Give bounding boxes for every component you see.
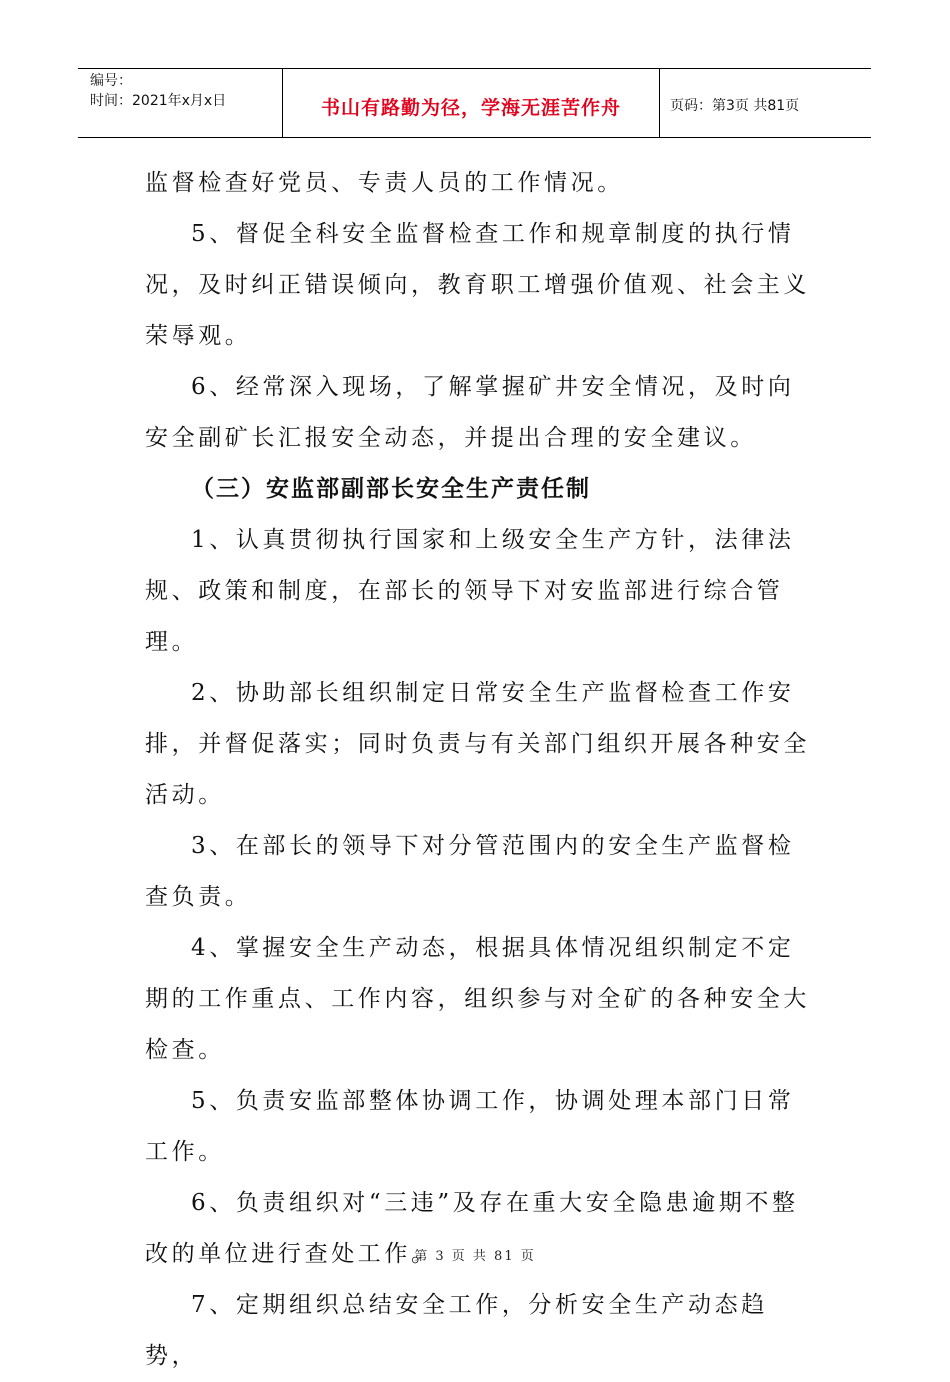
section-heading: （三）安监部副部长安全生产责任制 — [191, 476, 591, 502]
paragraph: 5、督促全科安全监督检查工作和规章制度的执行情况，及时纠正错误倾向，教育职工增强价值观、社会主义荣辱观。 — [145, 221, 810, 349]
paragraph: 监督检查好党员、专责人员的工作情况。 — [145, 170, 624, 196]
page-header — [78, 68, 871, 138]
paragraph: 5、负责安监部整体协调工作，协调处理本部门日常工作。 — [145, 1088, 795, 1165]
header-meta — [78, 69, 283, 137]
time-label: 时间：2021年x月x日 — [90, 93, 227, 109]
header-motto-cell — [283, 69, 660, 137]
page-footer: 第 3 页 共 81 页 — [414, 1249, 536, 1264]
paragraph: 6、负责组织对“三违”及存在重大安全隐患逾期不整改的单位进行查处工作。 — [145, 1190, 799, 1267]
header-page-code — [660, 69, 871, 137]
paragraph: 2、协助部长组织制定日常安全生产监督检查工作安排，并督促落实；同时负责与有关部门组织开展各种安全活动。 — [145, 680, 810, 808]
paragraph: 4、掌握安全生产动态，根据具体情况组织制定不定期的工作重点、工作内容，组织参与对全矿的各种安全大检查。 — [145, 935, 810, 1063]
paragraph: 1、认真贯彻执行国家和上级安全生产方针，法律法规、政策和制度，在部长的领导下对安监部进行综合管理。 — [145, 527, 795, 655]
paragraph: 7、定期组织总结安全工作，分析安全生产动态趋势， — [145, 1292, 768, 1369]
paragraph: 3、在部长的领导下对分管范围内的安全生产监督检查负责。 — [145, 833, 795, 910]
document-body — [145, 158, 815, 1382]
motto-text: 书山有路勤为径，学海无涯苦作舟 — [320, 96, 621, 119]
paragraph: 6、经常深入现场，了解掌握矿井安全情况，及时向安全副矿长汇报安全动态，并提出合理的安全建议。 — [145, 374, 795, 451]
number-label: 编号： — [90, 73, 132, 89]
page-code-text: 页码：第3页 共81页 — [670, 98, 800, 114]
